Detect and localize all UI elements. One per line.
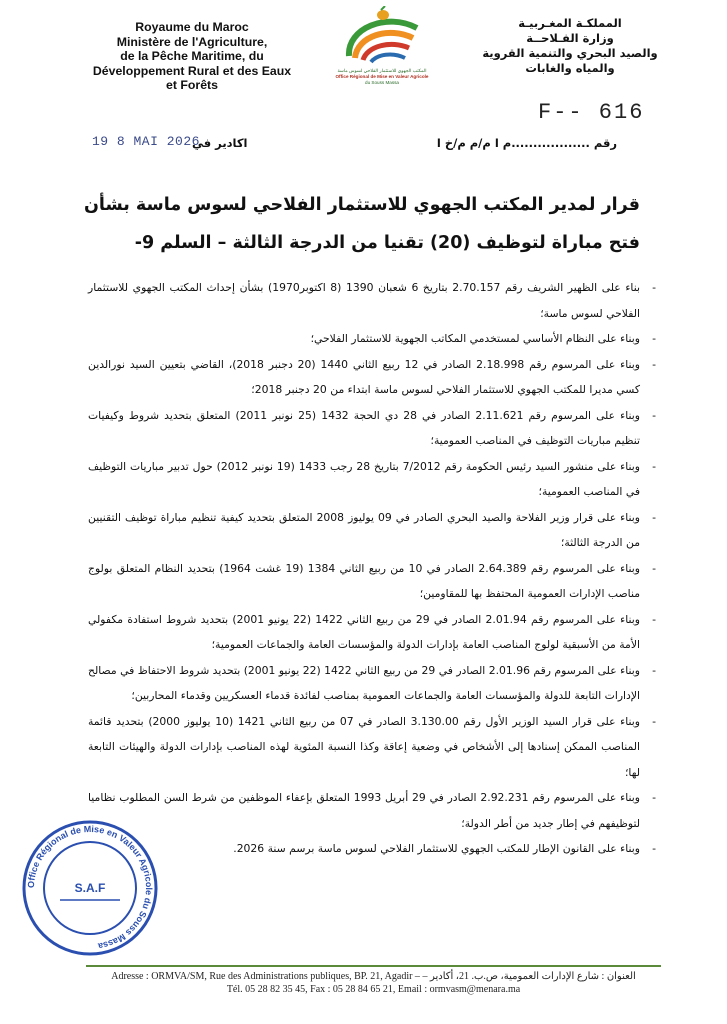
footer-line-1 [86,970,661,983]
decision-title: قرار لمدير المكتب الجهوي للاستثمار الفلاحي لسوس ماسة بشأن فتح مباراة لتوظيف (20) تقنيا من الدرجة الثالثة – السلم 9- [83,195,640,253]
logo-caption-french-2: du Souss Massa [365,80,399,85]
official-seal-stamp [20,818,160,958]
place-label: اكادير في [192,136,248,150]
preamble-item: - وبناء على قرار السيد الوزير الأول رقم 3.130.00 الصادر في 07 من ربيع الثاني 1421 (10 يوليوز 2000) بتحديد قائمة المناصب الممكن إسنادها إلى الأشخاص في وضعية إعاقة وكذا النسبة المئوية لهذه المناصب بإدارات الدولة والهيئات التابعة لها؛ [88,709,648,786]
reference-number-stamp: F-- 616 [538,100,645,125]
preamble-item: - وبناء على المرسوم رقم 2.92.231 الصادر في 29 أبريل 1993 المتعلق بإعفاء الموظفين من شرط السن المطلوب نظاميا لتوظيفهم في إطار جديد من أطر الدولة؛ [88,785,648,836]
footer-rule [86,965,661,967]
preamble-item: - وبناء على المرسوم رقم 2.01.94 الصادر في 29 من ربيع الثاني 1422 (22 يونيو 2001) بتحديد شروط استفادة مكفولي الأمة من الأسبقية لولوج المناصب العامة بإدارات الدولة والمؤسسات العامة والجماعات العمومية؛ [88,607,648,658]
preamble-item: - بناء على الظهير الشريف رقم 2.70.157 بتاريخ 6 شعبان 1390 (8 اكتوبر1970) بشأن إحداث المكتب الجهوي للاستثمار الفلاحي لسوس ماسة؛ [88,275,648,326]
logo-caption-arabic: المكتب الجهوي للاستثمار الفلاحي لسوس ماسة [337,68,427,73]
header-fr-line: Développement Rural et des Eaux [92,63,292,78]
preamble-item: - وبناء على المرسوم رقم 2.01.96 الصادر في 29 من ربيع الثاني 1422 (22 يونيو 2001) بتحديد شروط الاحتفاظ في مصالح الإدارات التابعة للدولة والمؤسسات العامة والجماعات العمومية بمناصب لفائدة قدماء العسكريين وقدماء المحاربين؛ [88,658,648,709]
header-fr-line: Ministère de l'Agriculture, [116,34,268,49]
preamble-item: - وبناء على النظام الأساسي لمستخدمي المكاتب الجهوية للاستثمار الفلاحي؛ [88,326,648,352]
date-stamp: 19 8 MAI 2026 [92,134,200,149]
footer-address-ar: العنوان : شارع الإدارات العمومية، ص.ب. 21، أكادير – [422,971,636,982]
footer-contact: Tél. 05 28 82 35 45, Fax : 05 28 84 65 21, Email : ormvasm@menara.ma [226,984,521,995]
header-ar-line: والصيد البحري والتنمية القروية [482,46,658,60]
header-fr-line: et Forêts [166,78,218,92]
seal-center-text: S.A.F [74,881,106,895]
reference-label: رقم ..................م ا م/م م/خ ا [436,136,617,150]
header-fr-line: de la Pêche Maritime, du [120,49,264,63]
ormva-logo [318,6,446,102]
preamble-item: - وبناء على قرار وزير الفلاحة والصيد البحري الصادر في 09 يوليوز 2008 المتعلق بتحديد كيفية تنظيم مباراة توظيف التقنيين من الدرجة الثالثة؛ [88,505,648,556]
preamble-item: - وبناء على القانون الإطار للمكتب الجهوي للاستثمار الفلاحي لسوس ماسة برسم سنة 2026. [88,836,648,862]
header-ar-line: المملكـة المغـربيـة [518,16,622,30]
header-ar-line: وزارة الفـلاحــة [526,31,614,45]
footer-address [86,970,661,996]
logo-caption-french: Office Régional de Mise en Valeur Agricole [335,74,429,79]
preamble-item: - وبناء على المرسوم رقم 2.18.998 الصادر في 12 ربيع الثاني 1440 (20 دجنبر 2018)، القاضي بتعيين السيد نورالدين كسي مديرا للمكتب الجهوي للاستثمار الفلاحي لسوس ماسة ابتداء من 20 دجنبر 2018؛ [88,352,648,403]
preamble-list [88,275,648,862]
header-arabic [470,16,670,76]
preamble-item: - وبناء على المرسوم رقم 2.64.389 الصادر في 10 من ربيع الثاني 1384 (19 غشت 1964) بتحديد النظام المتعلق بولوج مناصب الإدارات العمومية المحتفظ بها للمقاومين؛ [88,556,648,607]
header-fr-line: Royaume du Maroc [135,20,249,34]
seal-outer-text: Office Régional de Mise en Valeur Agricole du Souss Massa [25,823,155,952]
header-ar-line: والمياه والغابات [525,61,615,75]
logo-emblem-icon [327,6,437,68]
header-french [92,20,292,93]
preamble-item: - وبناء على منشور السيد رئيس الحكومة رقم 7/2012 بتاريخ 28 رجب 1433 (19 نونبر 2012) حول تدبير مباريات التوظيف في المناصب العمومية؛ [88,454,648,505]
footer-address-fr: Adresse : ORMVA/SM, Rue des Administrations publiques, BP. 21, Agadir – [111,971,420,982]
preamble-item: - وبناء على المرسوم رقم 2.11.621 الصادر في 28 دي الحجة 1432 (25 نونبر 2011) المتعلق بتحديد شروط وكيفيات تنظيم مباريات التوظيف في المناصب العمومية؛ [88,403,648,454]
